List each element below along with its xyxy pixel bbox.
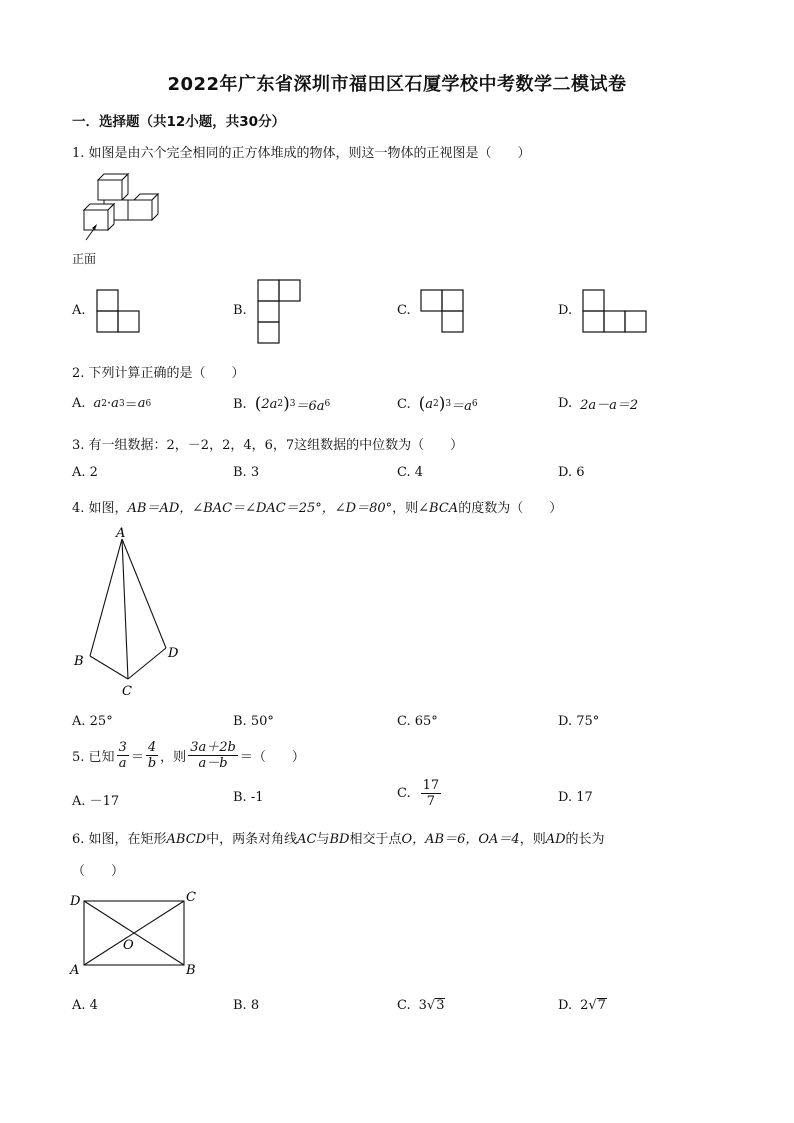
section-heading: 一．选择题（共12小题，共30分） [72,114,286,130]
q4-point-c: C [122,684,132,699]
q1-option-a[interactable]: A. [72,303,86,318]
question-4-text: 4. 如图，AB＝AD，∠BAC＝∠DAC＝25°，∠D＝80°，则∠BCA的度数为（ ） [72,501,563,516]
q3-option-d[interactable]: D. 6 [558,465,585,480]
question-6-text: 6. 如图，在矩形ABCD中，两条对角线AC与BD相交于点O，AB＝6，OA＝4，则AD的长为 [72,832,605,847]
q3-option-b[interactable]: B. 3 [233,465,260,480]
question-1-cube-figure [72,170,162,250]
q1-option-c[interactable]: C. [397,303,411,318]
question-6-text-line2: （ ） [72,864,125,879]
q2-option-c[interactable]: C. ( a 2 ) 3 ＝a 6 [397,394,478,414]
question-3-text: 3. 有一组数据：2，－2，2，4，6，7这组数据的中位数为（ ） [72,438,464,453]
q5-frac-expression: $\frac{3a+2b}{a-b}$ [190,740,236,771]
q6-point-o: O [123,938,134,953]
q2-option-a[interactable]: A. a 2 · a 3 ＝ a 6 [72,396,152,413]
q4-point-b: B [74,654,84,669]
q5-option-c-fraction: $\frac{17}{7}$ [422,778,440,809]
q6-point-b: B [186,963,196,978]
q4-point-a: A [116,526,126,541]
q3-option-c[interactable]: C. 4 [397,465,424,480]
question-1-front-label: 正面 [72,252,97,266]
q6-point-c: C [186,890,196,905]
q5-option-c[interactable]: C. $\frac{17}{7}$ [397,778,440,809]
page-title: 2022年广东省深圳市福田区石厦学校中考数学二模试卷 [167,74,627,95]
question-5-options [72,778,732,830]
q6-option-d-sqrt: √ 7 [588,998,606,1013]
q2-option-d[interactable]: D. 2a－a＝2 [558,396,639,413]
q1-option-d-figure [582,289,647,333]
q1-option-d[interactable]: D. [558,303,573,318]
q5-option-d[interactable]: D. 17 [558,790,593,805]
q5-option-b[interactable]: B. -1 [233,790,264,805]
q2-option-b[interactable]: B. ( 2a 2 ) 3 ＝6a 6 [233,394,331,414]
q6-point-a: A [70,963,80,978]
q1-option-b[interactable]: B. [233,303,247,318]
q6-option-b[interactable]: B. 8 [233,998,260,1013]
q4-option-c[interactable]: C. 65° [397,714,438,729]
q4-option-d[interactable]: D. 75° [558,714,600,729]
q5-frac-3-over-a: $\frac{3}{a}$ [118,740,127,771]
q4-option-b[interactable]: B. 50° [233,714,274,729]
q5-frac-4-over-b: $\frac{4}{b}$ [147,740,157,771]
question-6-rectangle-figure [66,888,201,983]
q1-option-c-figure [420,289,464,333]
question-6-options [72,998,732,1038]
question-5-text: 5. 已知 $\frac{3}{a}$ ＝ $\frac{4}{b}$ ，则 $\frac{3a+2b}{a-b}$ ＝（ ） [72,740,305,771]
q4-point-d: D [168,646,179,661]
q6-option-c[interactable]: C. 3 √ 3 [397,998,445,1013]
q6-point-d: D [70,894,81,909]
question-2-text: 2. 下列计算正确的是（ ） [72,366,245,381]
q6-option-d[interactable]: D. 2 √ 7 [558,998,606,1013]
q5-option-a[interactable]: A. －17 [72,794,120,809]
question-2-options [72,394,732,434]
q6-option-a[interactable]: A. 4 [72,998,98,1013]
q6-option-c-sqrt: √ 3 [426,998,445,1013]
q1-option-b-figure [257,279,301,344]
q4-option-a[interactable]: A. 25° [72,714,113,729]
question-4-triangle-figure [70,525,190,700]
question-1-text: 1. 如图是由六个完全相同的正方体堆成的物体，则这一物体的正视图是（ ） [72,146,531,161]
q1-option-a-figure [96,289,140,333]
q3-option-a[interactable]: A. 2 [72,465,98,480]
